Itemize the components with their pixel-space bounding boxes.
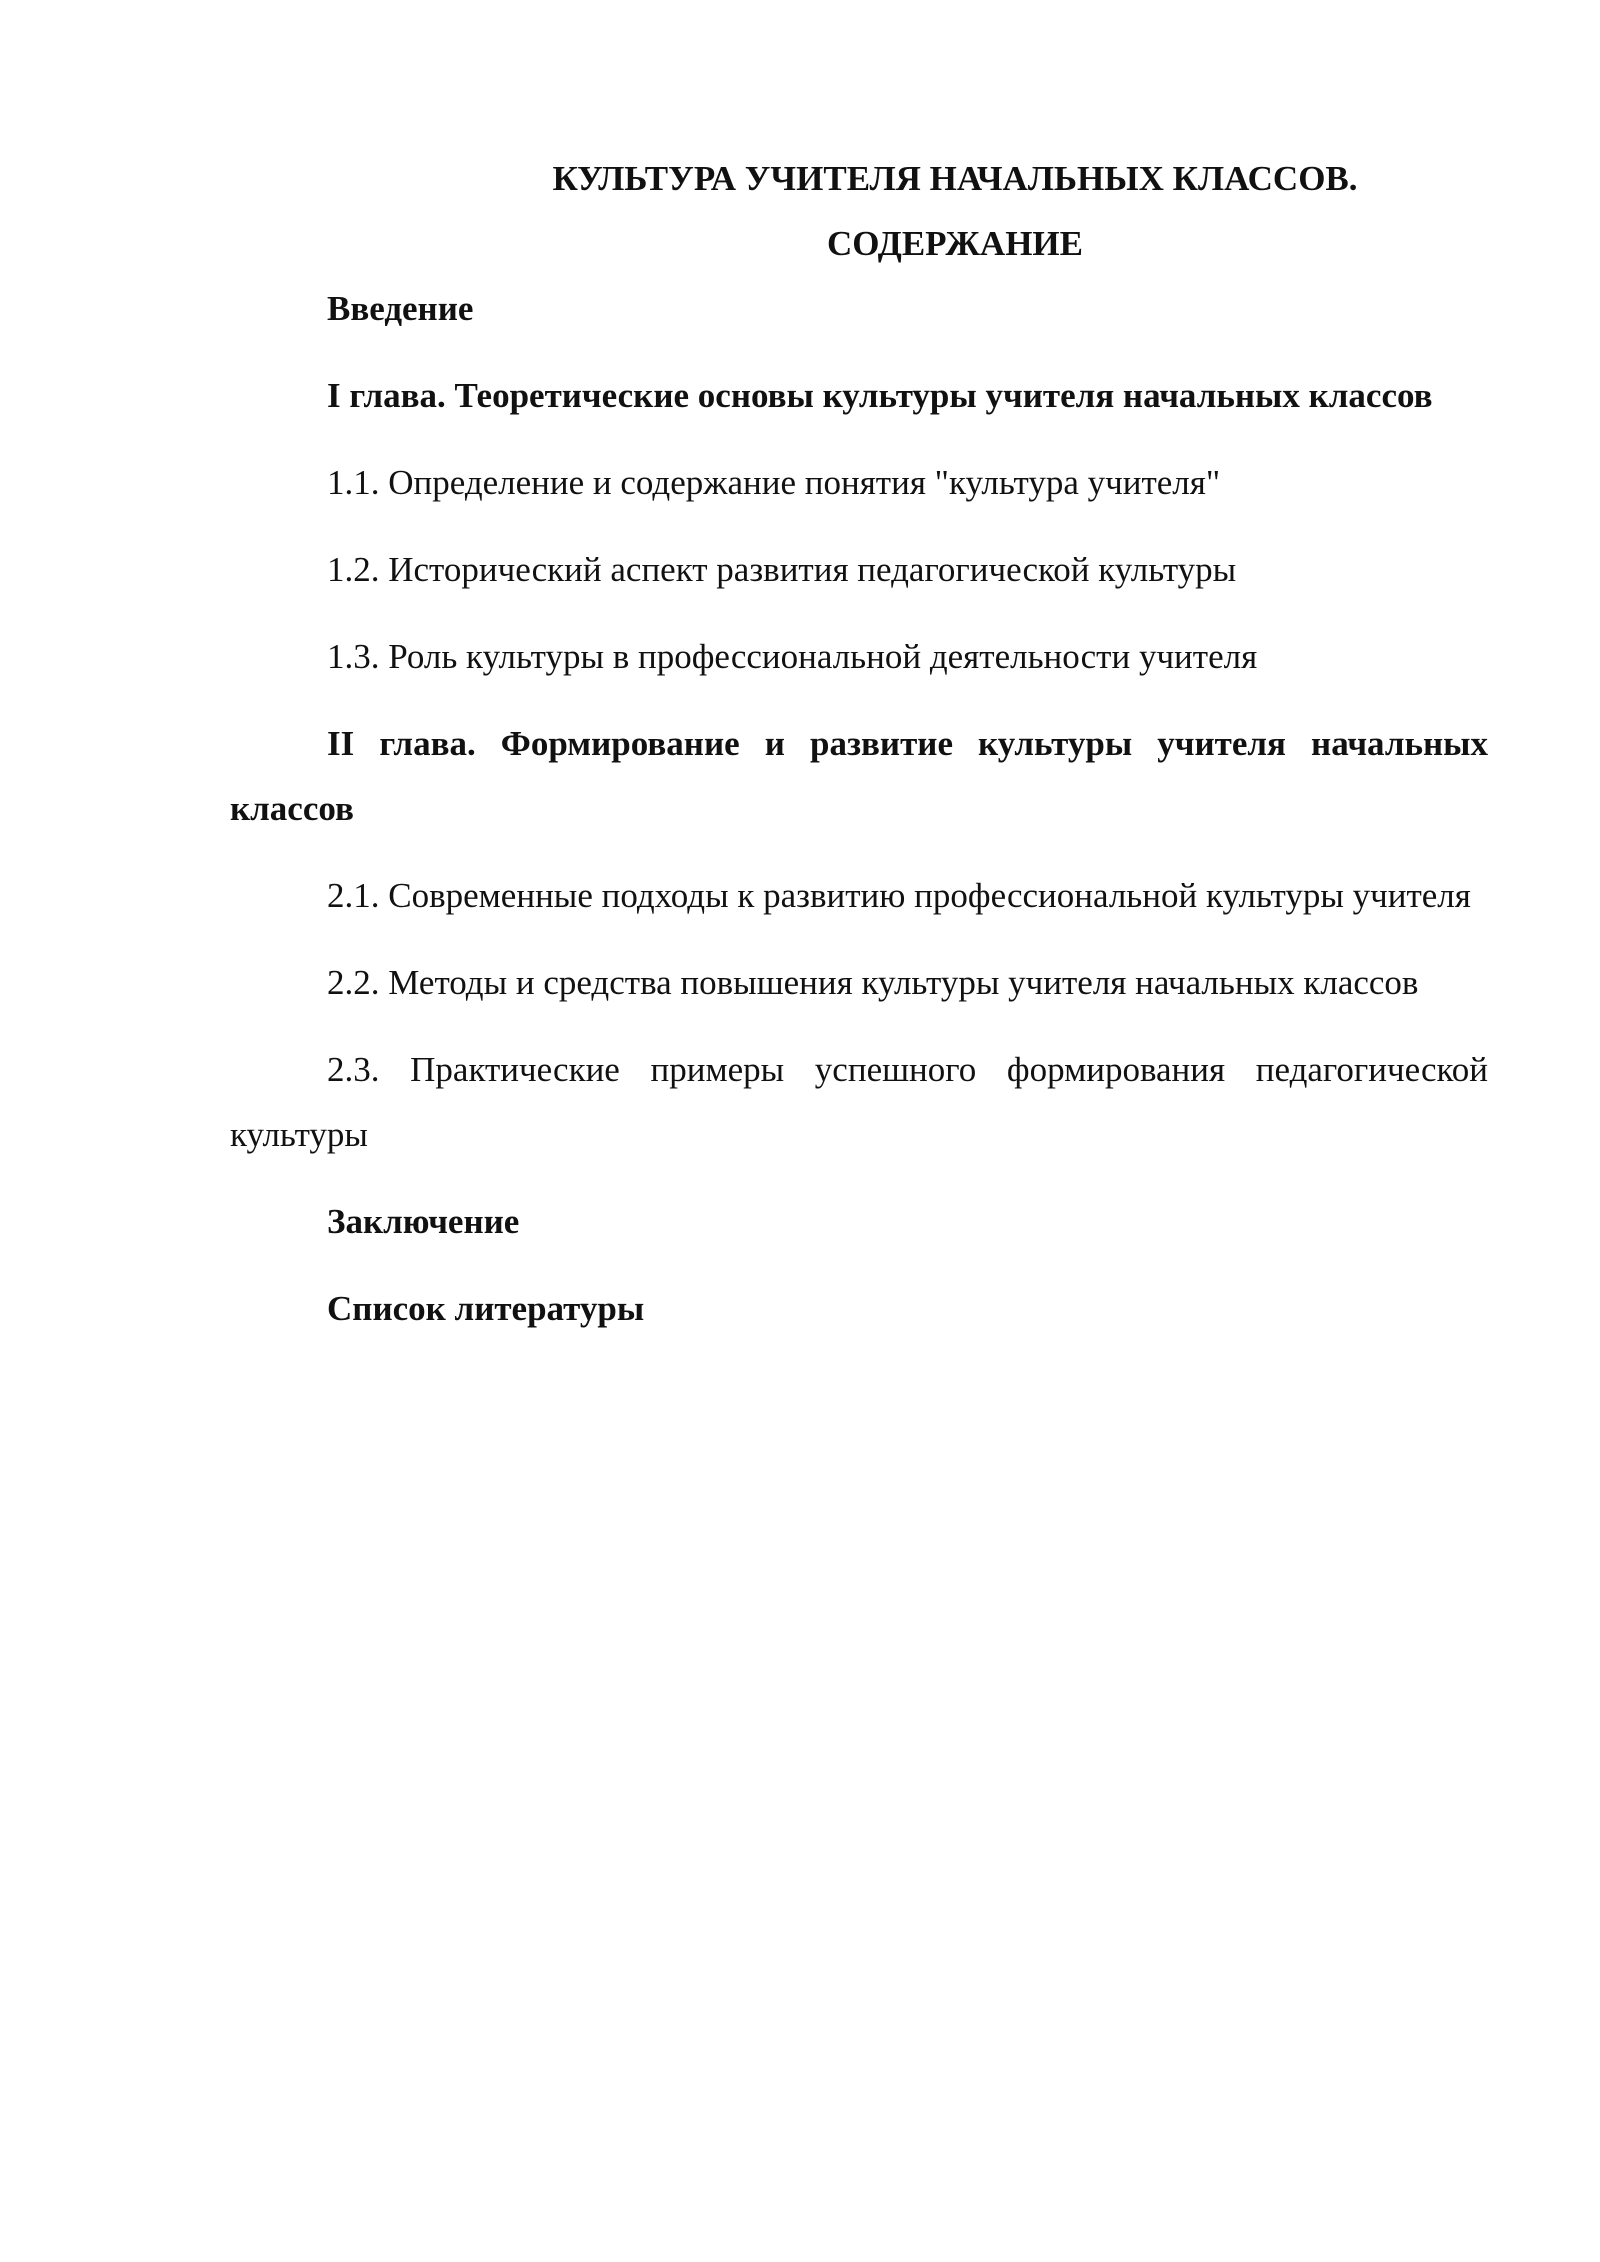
toc-item-references: Список литературы: [327, 1289, 645, 1328]
document-title: КУЛЬТУРА УЧИТЕЛЯ НАЧАЛЬНЫХ КЛАССОВ.: [552, 159, 1358, 198]
toc-item-1-2: 1.2. Исторический аспект развития педагогической культуры: [327, 550, 1237, 589]
toc-item-conclusion: Заключение: [327, 1202, 520, 1241]
toc-item-chapter-1: I глава. Теоретические основы культуры учителя начальных классов: [327, 376, 1433, 415]
toc-item-1-1: 1.1. Определение и содержание понятия "культура учителя": [327, 463, 1221, 502]
toc-item-2-1: 2.1. Современные подходы к развитию профессиональной культуры учителя: [327, 876, 1471, 915]
toc-item-1-3: 1.3. Роль культуры в профессиональной деятельности учителя: [327, 637, 1258, 676]
toc-item-introduction: Введение: [327, 289, 474, 328]
toc-item-chapter-2: II глава. Формирование и развитие культуры учителя начальных классов: [230, 724, 1488, 828]
contents-heading: СОДЕРЖАНИЕ: [826, 224, 1083, 263]
toc-item-2-2: 2.2. Методы и средства повышения культуры учителя начальных классов: [327, 963, 1419, 1002]
document-content: [230, 146, 1488, 1363]
toc-item-2-3: 2.3. Практические примеры успешного формирования педагогической культуры: [230, 1050, 1488, 1154]
